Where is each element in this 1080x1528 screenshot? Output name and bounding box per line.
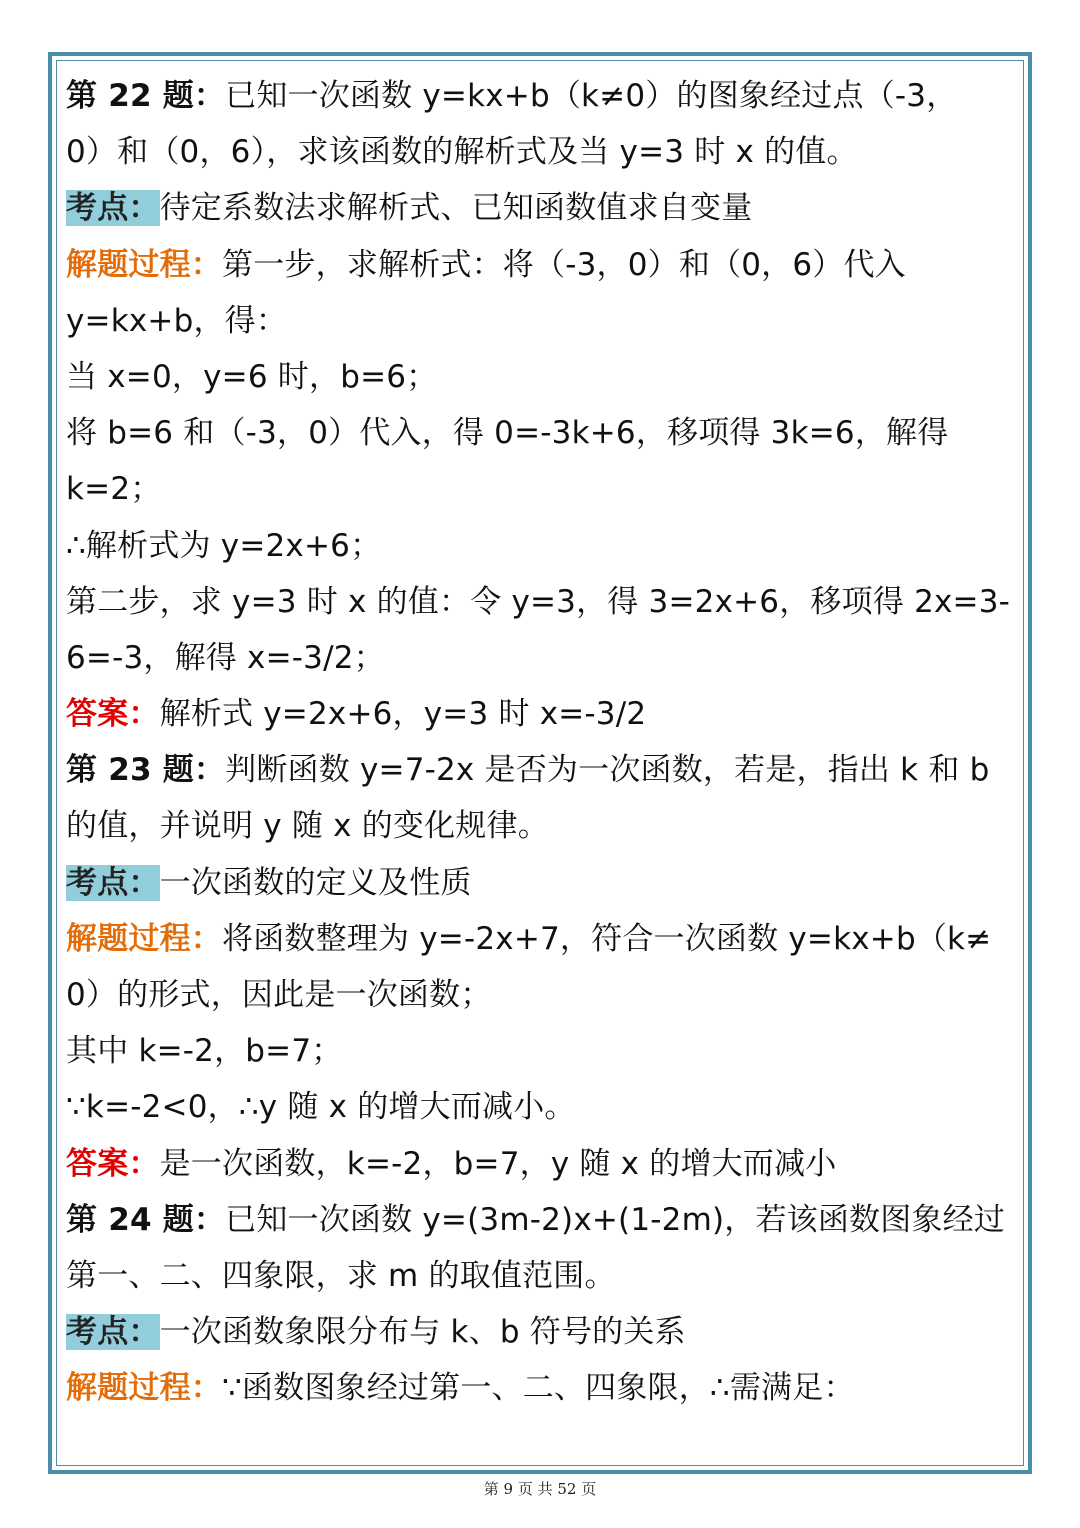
q22-step-line: k=2；	[66, 471, 162, 508]
q22-label: 第 22 题：	[66, 78, 226, 114]
q24-question-line-1	[66, 1192, 1016, 1248]
q24-question-line-2	[66, 1248, 1016, 1304]
document-body	[66, 68, 1016, 1417]
q22-step-line: 将 b=6 和（-3，0）代入，得 0=-3k+6，移项得 3k=6，解得	[66, 415, 949, 452]
q22-step: 第一步，求解析式：将（-3，0）和（0，6）代入	[222, 246, 906, 283]
q23-step-line: 其中 k=-2，b=7；	[66, 1033, 343, 1070]
q24-kaodian-text: 一次函数象限分布与 k、b 符号的关系	[159, 1314, 686, 1351]
q22-answer-label: 答案：	[66, 696, 160, 733]
q23-question-text-2: 的值，并说明 y 随 x 的变化规律。	[66, 808, 549, 845]
q22-jieti-line	[66, 237, 1016, 293]
q22-jieti-label: 解题过程：	[66, 246, 222, 283]
q24-step: ∵函数图象经过第一、二、四象限，∴需满足：	[222, 1370, 855, 1407]
q23-answer-line	[66, 1136, 1016, 1192]
q23-answer-text: 是一次函数，k=-2，b=7，y 随 x 的增大而减小	[159, 1145, 837, 1182]
q23-answer-label: 答案：	[66, 1145, 160, 1182]
q23-question-line-2	[66, 798, 1016, 854]
q23-step-line: ∵k=-2<0，∴y 随 x 的增大而减小。	[66, 1089, 576, 1126]
q22-kaodian-label: 考点：	[66, 190, 160, 227]
q23-question-text-1: 判断函数 y=7-2x 是否为一次函数，若是，指出 k 和 b	[225, 752, 990, 789]
q23-kaodian-text: 一次函数的定义及性质	[159, 864, 472, 901]
q24-question-text-2: 第一、二、四象限，求 m 的取值范围。	[66, 1257, 616, 1294]
q23-jieti-label: 解题过程：	[66, 920, 222, 957]
q24-kaodian-label: 考点：	[66, 1314, 160, 1351]
q24-jieti-label: 解题过程：	[66, 1370, 222, 1407]
q23-question-line-1	[66, 742, 1016, 798]
q24-kaodian-line	[66, 1304, 1016, 1360]
q22-question-line-1	[66, 68, 1016, 124]
q24-label: 第 24 题：	[66, 1201, 226, 1238]
q22-answer-text: 解析式 y=2x+6，y=3 时 x=-3/2	[159, 696, 647, 733]
q22-answer-line	[66, 686, 1016, 742]
q23-step-line: 0）的形式，因此是一次函数；	[66, 977, 492, 1013]
q23-label: 第 23 题：	[66, 752, 226, 789]
q22-step-line: ∴解析式为 y=2x+6；	[66, 527, 382, 564]
q22-question-text-2: 0）和（0，6），求该函数的解析式及当 y=3 时 x 的值。	[66, 134, 858, 171]
q24-jieti-line	[66, 1360, 1016, 1416]
q22-question-text-1: 已知一次函数 y=kx+b（k≠0）的图象经过点（-3，	[225, 78, 958, 114]
q24-question-text-1: 已知一次函数 y=(3m-2)x+(1-2m)，若该函数图象经过	[225, 1201, 1006, 1238]
q23-kaodian-label: 考点：	[66, 864, 160, 901]
q23-step: 将函数整理为 y=-2x+7，符合一次函数 y=kx+b（k≠	[222, 920, 992, 957]
q22-step-line: y=kx+b，得：	[66, 302, 288, 339]
q22-step-line: 当 x=0，y=6 时，b=6；	[66, 358, 438, 395]
q22-kaodian-text: 待定系数法求解析式、已知函数值求自变量	[159, 190, 753, 227]
q22-question-line-2	[66, 124, 1016, 180]
page-number-footer: 第 9 页 共 52 页	[483, 1480, 597, 1498]
q23-kaodian-line	[66, 855, 1016, 911]
q22-step-line: 6=-3，解得 x=-3/2；	[66, 639, 385, 676]
q22-kaodian-line	[66, 180, 1016, 236]
q22-step-line: 第二步，求 y=3 时 x 的值：令 y=3，得 3=2x+6，移项得 2x=3-	[66, 583, 1011, 620]
q23-jieti-line	[66, 911, 1016, 967]
